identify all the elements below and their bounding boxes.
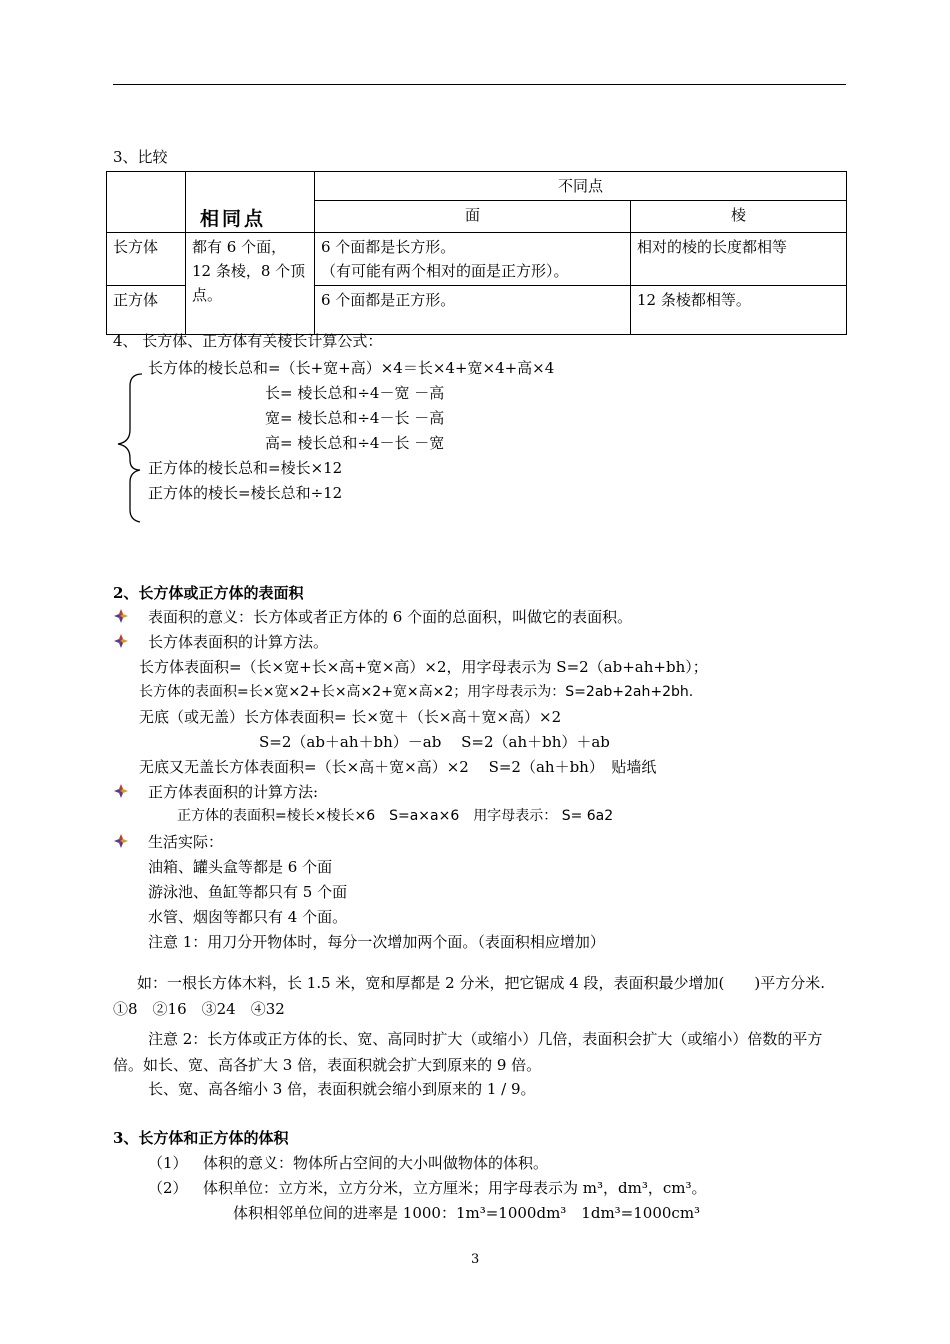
same-points-cell: 都有 6 个面， 12 条棱，8 个顶 点。 [186, 233, 315, 335]
list-number-2: （2） [148, 1179, 188, 1197]
note-2-shrink: 长、宽、高各缩小 3 倍，表面积就会缩小到原来的 1 / 9。 [148, 1080, 536, 1098]
table-corner-cell [107, 172, 186, 233]
page-number: 3 [471, 1252, 480, 1267]
volume-conversion-rate: 体积相邻单位间的进率是 1000：1m³=1000dm³ 1dm³=1000cm³ [233, 1204, 701, 1222]
surface-area-definition: 表面积的意义：长方体或者正方体的 6 个面的总面积，叫做它的表面积。 [148, 608, 633, 626]
real-life-heading: 生活实际： [148, 833, 224, 851]
cube-row-label: 正方体 [107, 286, 186, 335]
volume-definition: 体积的意义：物体所占空间的大小叫做物体的体积。 [203, 1154, 549, 1172]
cube-face-cell: 6 个面都是正方形。 [315, 286, 631, 335]
formula-cuboid-edge-sum: 长方体的棱长总和=（长+宽+高）×4＝长×4+宽×4+高×4 [148, 359, 555, 377]
section-heading-edge-formulas: 4、 长方体、正方体有关棱长计算公式： [113, 332, 383, 350]
cuboid-surface-method-heading: 长方体表面积的计算方法。 [148, 633, 329, 651]
curly-brace-icon [112, 372, 144, 524]
no-bottom-letter-formula: S=2（ab＋ah＋bh）－ab S=2（ah＋bh）＋ab [259, 733, 610, 751]
bullet-icon [114, 609, 128, 623]
example-problem: 如：一根长方体木料，长 1.5 米，宽和厚都是 2 分米，把它锯成 4 段，表面积最少增加( )平方分米. ①8 ②16 ③24 ④32 [113, 974, 826, 1018]
real-life-five-faces: 游泳池、鱼缸等都只有 5 个面 [148, 883, 348, 901]
section-heading-comparison: 3、比较 [113, 148, 168, 166]
cube-edge-cell: 12 条棱都相等。 [631, 286, 847, 335]
bullet-icon [114, 634, 128, 648]
cuboid-face-cell: 6 个面都是长方形。 （有可能有两个相对的面是正方形）。 [315, 233, 631, 286]
cuboid-surface-formula-1: 长方体表面积=（长×宽+长×高+宽×高）×2，用字母表示为 S=2（ab+ah+bh）； [139, 658, 708, 676]
section-heading-volume: 3、长方体和正方体的体积 [113, 1129, 289, 1147]
formula-height: 高= 棱长总和÷4－长 －宽 [265, 434, 445, 452]
formula-cube-edge-sum: 正方体的棱长总和=棱长×12 [148, 459, 343, 477]
edge-column-header: 棱 [631, 201, 847, 233]
formula-cube-edge: 正方体的棱长=棱长总和÷12 [148, 484, 343, 502]
same-points-header: 相同点 [186, 172, 315, 233]
face-column-header: 面 [315, 201, 631, 233]
note-2: 注意 2：长方体或正方体的长、宽、高同时扩大（或缩小）几倍，表面积会扩大（或缩小）倍数的平方倍。如长、宽、高各扩大 3 倍，表面积就会扩大到原来的 9 倍。 [113, 1030, 823, 1074]
header-rule [113, 84, 846, 85]
no-bottom-surface-formula: 无底（或无盖）长方体表面积= 长×宽＋（长×高＋宽×高）×2 [139, 708, 562, 726]
formula-width: 宽= 棱长总和÷4－长 －高 [265, 409, 445, 427]
cuboid-edge-cell: 相对的棱的长度都相等 [631, 233, 847, 286]
real-life-six-faces: 油箱、罐头盒等都是 6 个面 [148, 858, 333, 876]
real-life-four-faces: 水管、烟囱等都只有 4 个面。 [148, 908, 348, 926]
diff-points-header: 不同点 [315, 172, 847, 201]
section-heading-surface-area: 2、长方体或正方体的表面积 [113, 584, 304, 602]
no-bottom-no-lid-formula: 无底又无盖长方体表面积=（长×高＋宽×高）×2 S=2（ah＋bh） 贴墙纸 [139, 758, 657, 776]
cuboid-surface-formula-2: 长方体的表面积=长×宽×2+长×高×2+宽×高×2；用字母表示为：S=2ab+2ah+2bh. [139, 684, 694, 700]
bullet-icon [114, 834, 128, 848]
note-1: 注意 1：用刀分开物体时，每分一次增加两个面。（表面积相应增加） [148, 933, 605, 951]
list-number-1: （1） [148, 1154, 188, 1172]
cuboid-row-label: 长方体 [107, 233, 186, 286]
cube-surface-method-heading: 正方体表面积的计算方法: [148, 783, 319, 801]
bullet-icon [114, 784, 128, 798]
formula-length: 长= 棱长总和÷4－宽 －高 [265, 384, 445, 402]
cube-surface-formula: 正方体的表面积=棱长×棱长×6 S=a×a×6 用字母表示： S= 6a2 [177, 808, 614, 824]
comparison-table [106, 171, 847, 335]
volume-units: 体积单位：立方米，立方分米，立方厘米；用字母表示为 m³，dm³，cm³。 [203, 1179, 707, 1197]
